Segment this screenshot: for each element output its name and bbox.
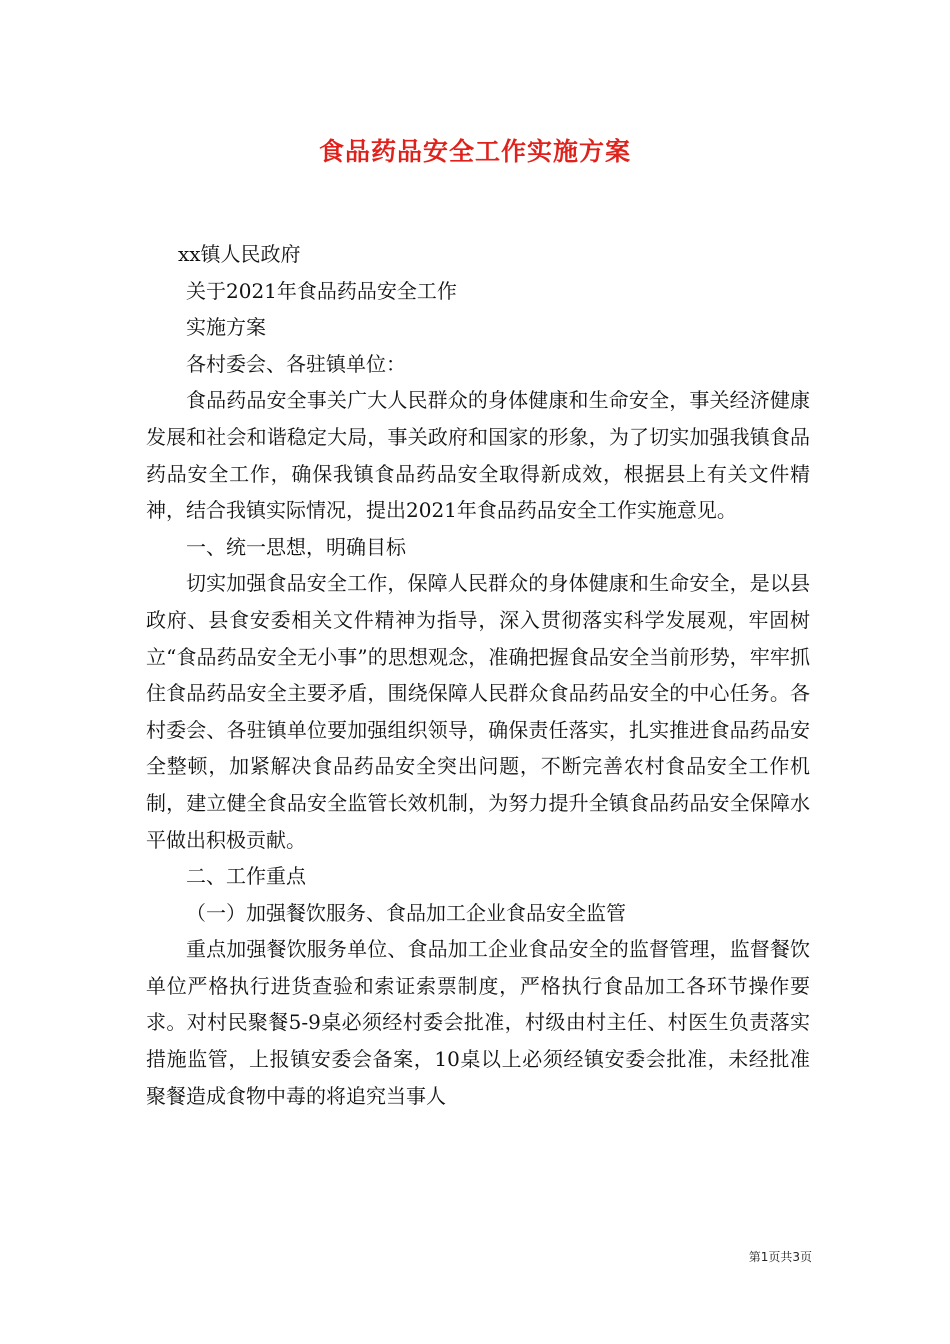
paragraph-catering: 重点加强餐饮服务单位、食品加工企业食品安全的监督管理，监督餐饮单位严格执行进货查验和索证索票制度，严格执行食品加工各环节操作要求。对村民聚餐5-9桌必须经村委会批准，村级由村主任、村医生负责落实措施监管，上报镇安委会备案，10桌以上必须经镇安委会批准，未经批准聚餐造成食物中毒的将追究当事人 <box>146 937 810 1108</box>
section-heading-2: 二、工作重点 <box>186 864 306 889</box>
page-number: 第1页共3页 <box>748 1250 812 1264</box>
document-title: 食品药品安全工作实施方案 <box>318 137 631 166</box>
issuer-line: xx镇人民政府 <box>178 242 301 266</box>
subject-line: 关于2021年食品药品安全工作 <box>186 278 457 303</box>
doc-type-line: 实施方案 <box>186 315 266 340</box>
paragraph-intro: 食品药品安全事关广大人民群众的身体健康和生命安全，事关经济健康发展和社会和谐稳定大局，事关政府和国家的形象，为了切实加强我镇食品药品安全工作，确保我镇食品药品安全取得新成效，根据县上有关文件精神，结合我镇实际情况，提出2021年食品药品安全工作实施意见。 <box>146 388 810 523</box>
subsection-heading-1: （一）加强餐饮服务、食品加工企业食品安全监管 <box>186 900 626 925</box>
section-heading-1: 一、统一思想，明确目标 <box>186 534 406 559</box>
salutation: 各村委会、各驻镇单位： <box>186 351 406 376</box>
paragraph-goals: 切实加强食品安全工作，保障人民群众的身体健康和生命安全，是以县政府、县食安委相关文件精神为指导，深入贯彻落实科学发展观，牢固树立“食品药品安全无小事”的思想观念，准确把握食品安全当前形势，牢牢抓住食品药品安全主要矛盾，围绕保障人民群众食品药品安全的中心任务。各村委会、各驻镇单位要加强组织领导，确保责任落实，扎实推进食品药品安全整顿，加紧解决食品药品安全突出问题，不断完善农村食品安全工作机制，建立健全食品安全监管长效机制，为努力提升全镇食品药品安全保障水平做出积极贡献。 <box>146 571 810 852</box>
document-body <box>146 236 810 1114</box>
